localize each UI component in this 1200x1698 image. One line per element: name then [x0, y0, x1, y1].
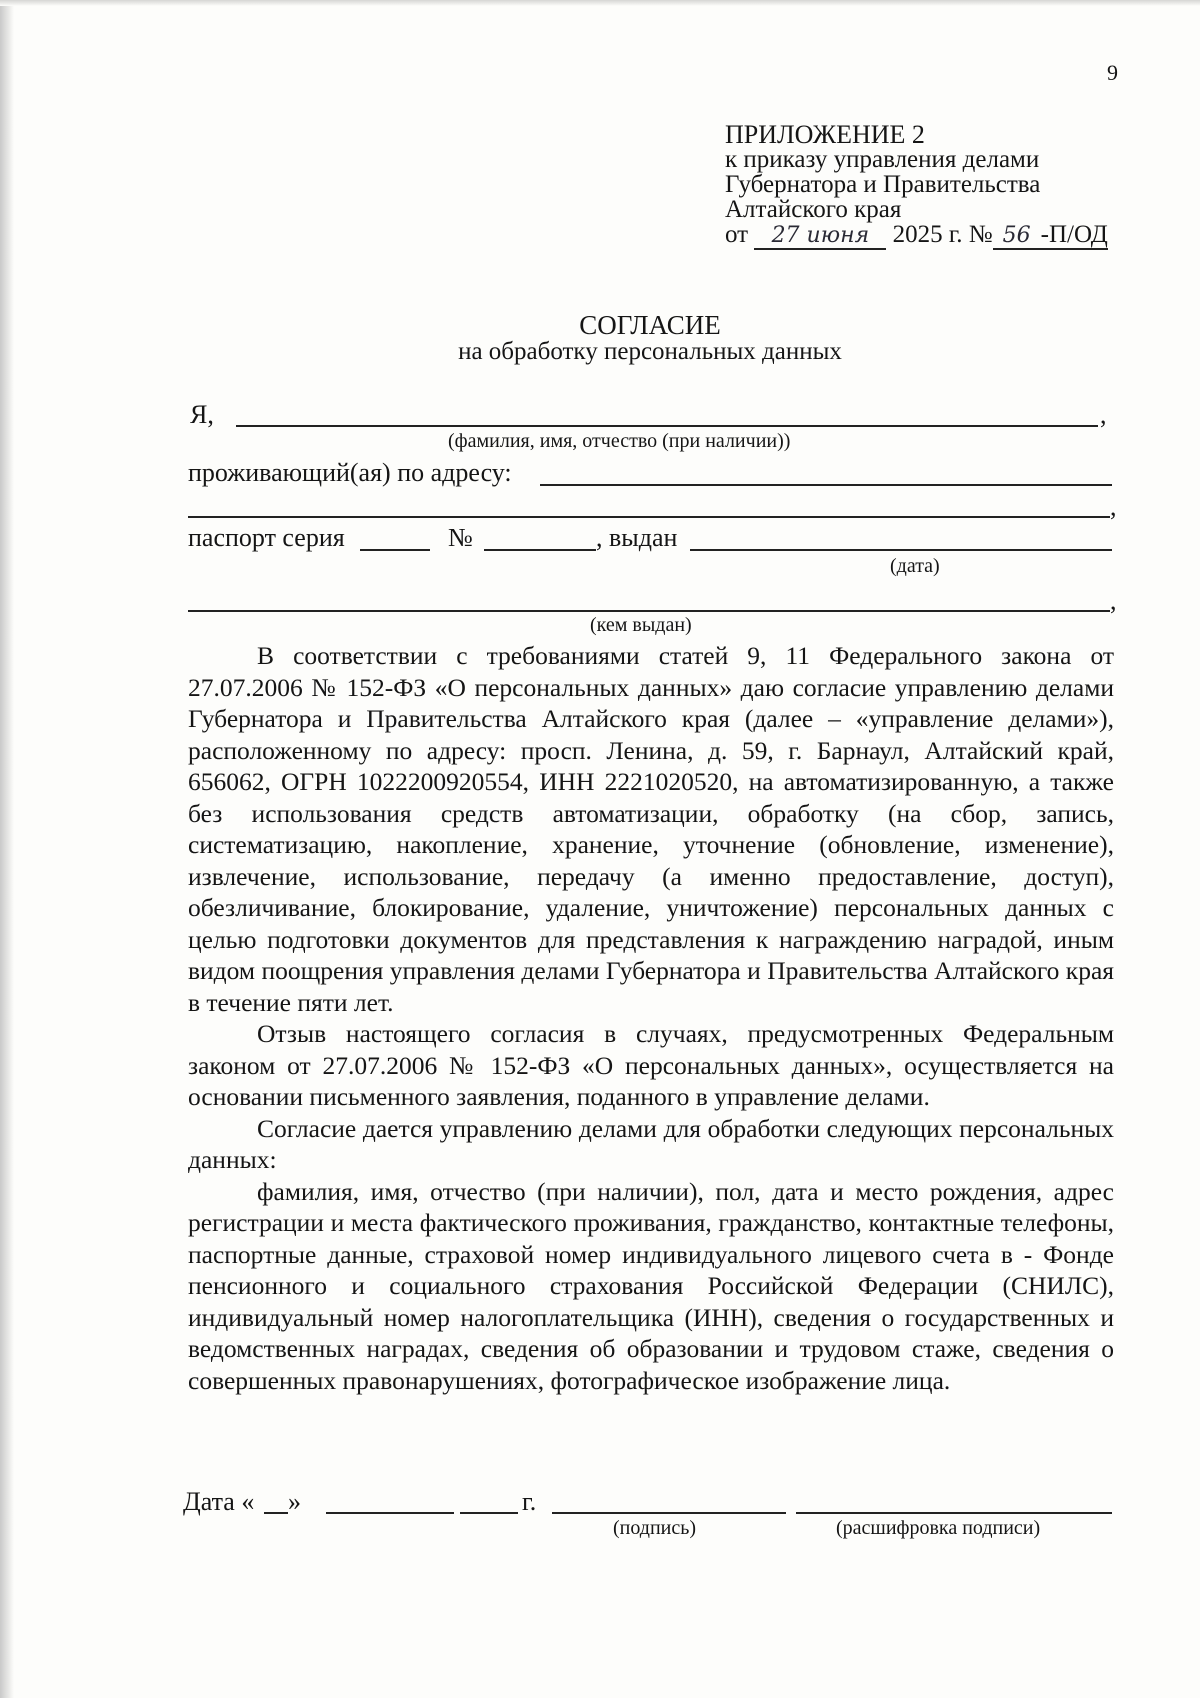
- appendix-line-1: к приказу управления делами: [725, 146, 1040, 173]
- appendix-line-3: Алтайского края: [725, 196, 902, 223]
- sign-date-close: »: [288, 1487, 301, 1516]
- signature-caption: (подпись): [613, 1517, 697, 1539]
- sign-date-label: Дата «: [183, 1487, 255, 1516]
- address-field-line-1[interactable]: [540, 484, 1112, 486]
- paragraph-data-list: фамилия, имя, отчество (при наличии), пол, дата и место рождения, адрес регистрации и места фактического проживания, гражданство, контактные телефоны, паспортные данные, страховой номер индивидуального лицевого счета в - Фонде пенсионного и социального страхования Российской Федерации (СНИЛС), индивидуальный номер налогоплательщика (ИНН), сведения о государственных и ведомственных наградах, сведения об образовании и трудовом стаже, сведения о совершенных правонарушениях, фотографическое изображение лица.: [188, 1176, 1114, 1395]
- fio-comma: ,: [1100, 400, 1107, 429]
- document-subtitle: на обработку персональных данных: [458, 338, 842, 365]
- sign-year-field-line[interactable]: [460, 1512, 518, 1514]
- document-title: СОГЛАСИЕ: [579, 310, 721, 340]
- signature-field-line[interactable]: [552, 1512, 786, 1514]
- scan-edge-left: [0, 0, 14, 1698]
- appendix-title: ПРИЛОЖЕНИЕ 2: [725, 120, 925, 149]
- order-suffix: -П/ОД: [1040, 221, 1108, 248]
- sign-day-field-line[interactable]: [264, 1512, 288, 1514]
- passport-series-field-line[interactable]: [360, 549, 430, 551]
- address-comma: ,: [1110, 492, 1117, 521]
- sign-month-field-line[interactable]: [326, 1512, 454, 1514]
- appendix-block: [725, 122, 1108, 250]
- signature-decoding-field-line[interactable]: [796, 1512, 1112, 1514]
- passport-number-field-line[interactable]: [484, 549, 596, 551]
- issue-date-field-line[interactable]: [690, 549, 1112, 551]
- issued-label: , выдан: [596, 523, 678, 552]
- address-label: проживающий(ая) по адресу:: [188, 458, 512, 487]
- passport-series-label: паспорт серия: [188, 523, 345, 552]
- year-text: 2025 г. №: [892, 221, 993, 248]
- fio-caption: (фамилия, имя, отчество (при наличии)): [448, 430, 791, 452]
- signature-decoding-caption: (расшифровка подписи): [836, 1517, 1041, 1539]
- fio-field-line[interactable]: [236, 425, 1098, 427]
- issued-by-comma: ,: [1110, 586, 1117, 615]
- page-number: 9: [1107, 60, 1118, 85]
- issued-by-field-line[interactable]: [188, 610, 1110, 612]
- handwritten-date: 27 июня: [754, 223, 886, 250]
- paragraph-consent-terms: В соответствии с требованиями статей 9, 11 Федерального закона от 27.07.2006 № 152-ФЗ «О персональных данных» даю согласие управлению делами Губернатора и Правительства Алтайского края (далее – «управление делами»), расположенному по адресу: просп. Ленина, д. 59, г. Барнаул, Алтайский край, 656062, ОГРН 1022200920554, ИНН 2221020520, на автоматизированную, а также без использования средств автоматизации, обработку (на сбор, запись, систематизацию, накопление, хранение, уточнение (обновление, изменение), извлечение, использование, передачу (а именно предоставление, доступ), обезличивание, блокирование, удаление, уничтожение) персональных данных с целью подготовки документов для представления к награждению наградой, иным видом поощрения управления делами Губернатора и Правительства Алтайского края в течение пяти лет.: [188, 641, 1114, 1017]
- appendix-line-2: Губернатора и Правительства: [725, 171, 1041, 198]
- appendix-date-line: [725, 222, 1108, 250]
- date-caption: (дата): [890, 555, 940, 577]
- issued-by-caption: (кем выдан): [590, 614, 692, 636]
- address-field-line-2[interactable]: [188, 516, 1110, 518]
- handwritten-number: 56: [993, 223, 1041, 250]
- passport-number-sign: №: [448, 523, 473, 552]
- paragraph-withdrawal: Отзыв настоящего согласия в случаях, предусмотренных Федеральным законом от 27.07.2006 № 152-ФЗ «О персональных данных», осуществляется на основании письменного заявления, поданного в управление делами.: [188, 1019, 1114, 1111]
- consent-body: [188, 640, 1114, 1396]
- date-prefix: от: [725, 221, 749, 248]
- paragraph-data-intro: Согласие дается управлению делами для обработки следующих персональных данных:: [188, 1113, 1114, 1174]
- sign-year-label: г.: [522, 1487, 537, 1516]
- scan-edge-top: [0, 0, 1200, 6]
- i-label: Я,: [190, 400, 214, 429]
